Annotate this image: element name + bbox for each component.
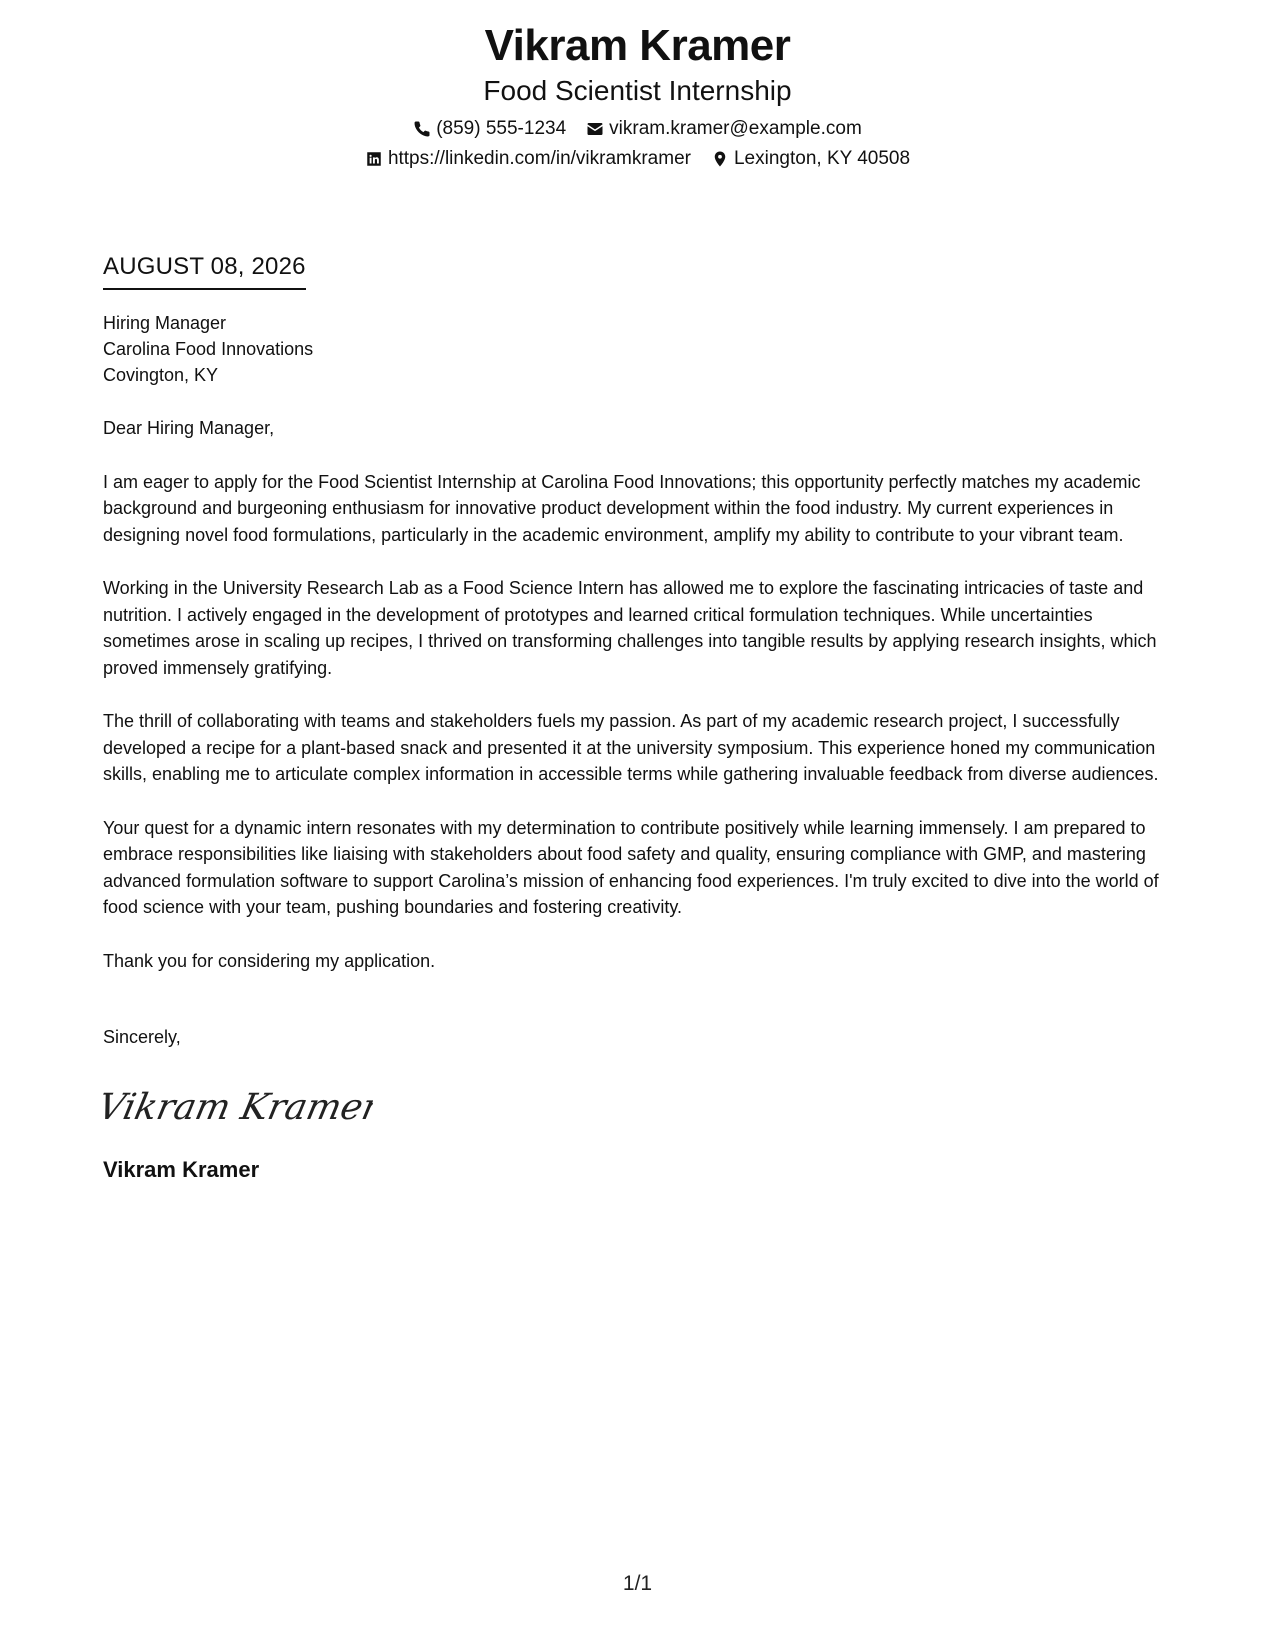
signature-text: Vikram Kramer (103, 1084, 373, 1128)
applicant-name: Vikram Kramer (484, 21, 791, 70)
contact-location (711, 147, 910, 171)
contact-row-primary (0, 114, 1275, 144)
contact-row-secondary (0, 144, 1275, 174)
phone-icon (413, 120, 431, 138)
contact-linkedin[interactable] (365, 147, 691, 171)
phone-text: (859) 555-1234 (436, 118, 567, 139)
letter-header (0, 18, 1275, 174)
letter-date: AUGUST 08, 2026 (103, 252, 306, 290)
recipient-title: Hiring Manager (103, 313, 227, 333)
page-number: 1/1 (622, 1572, 653, 1595)
contact-email[interactable] (586, 117, 862, 141)
body-paragraph: I am eager to apply for the Food Scientist Internship at Carolina Food Innovations; this opportunity perfectly matches my academic background and burgeoning enthusiasm for innovative product development within the food industry. My current experiences in designing novel food formulations, particularly in the academic environment, amplify my ability to contribute to your vibrant team. (103, 471, 1141, 545)
body-paragraph: Working in the University Research Lab as a Food Science Intern has allowed me to explore the fascinating intricacies of taste and nutrition. I actively engaged in the development of prototypes and learned critical formulation techniques. While uncertainties sometimes arose in scaling up recipes, I thrived on transforming challenges into tangible results by applying research insights, which proved immensely gratifying. (103, 578, 1157, 678)
linkedin-icon (365, 150, 383, 168)
letter-body (103, 252, 1173, 1184)
contact-phone (413, 117, 566, 141)
signature-image (103, 1077, 373, 1133)
applicant-role: Food Scientist Internship (483, 75, 792, 106)
envelope-icon (586, 120, 604, 138)
signer-name: Vikram Kramer (103, 1157, 260, 1182)
recipient-block (103, 310, 1173, 388)
location-text: Lexington, KY 40508 (733, 148, 911, 169)
recipient-company: Carolina Food Innovations (103, 339, 314, 359)
linkedin-link[interactable]: https://linkedin.com/in/vikramkramer (387, 148, 691, 169)
body-paragraph: The thrill of collaborating with teams and stakeholders fuels my passion. As part of my academic research project, I successfully developed a recipe for a plant-based snack and presented it at the university symposium. This experience honed my communication skills, enabling me to articulate complex information in accessible terms while gathering invaluable feedback from diverse audiences. (103, 711, 1159, 784)
email-link[interactable]: vikram.kramer@example.com (609, 118, 862, 139)
map-pin-icon (711, 150, 729, 168)
body-paragraph: Your quest for a dynamic intern resonates with my determination to contribute positively while learning immensely. I am prepared to embrace responsibilities like liaising with stakeholders about food safety and quality, ensuring compliance with GMP, and mastering advanced formulation software to support Carolina’s mission of enhancing food experiences. I'm truly excited to dive into the world of food science with your team, pushing boundaries and fostering creativity. (103, 817, 1159, 917)
recipient-location: Covington, KY (103, 365, 219, 385)
closing: Sincerely, (103, 1027, 181, 1047)
body-paragraph: Thank you for considering my application. (103, 950, 436, 971)
salutation: Dear Hiring Manager, (103, 418, 275, 438)
